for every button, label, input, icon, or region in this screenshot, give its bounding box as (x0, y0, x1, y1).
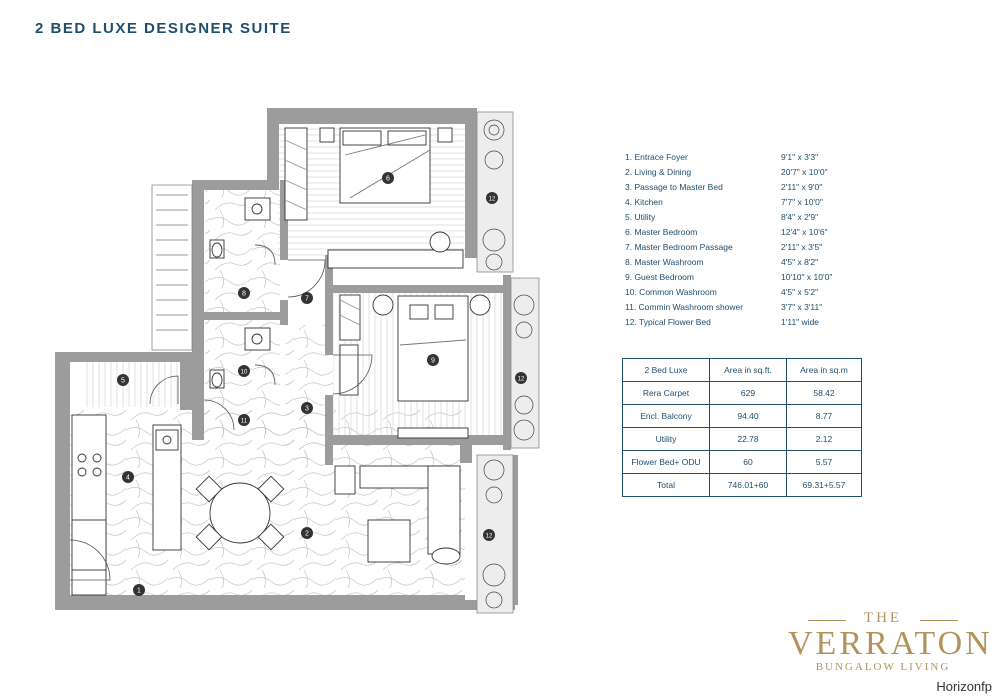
legend-room-name: 3. Passage to Master Bed (625, 182, 723, 192)
table-row (623, 474, 862, 497)
brand-rule-left (808, 620, 846, 621)
legend-room-dimension: 10'10" x 10'0" (781, 272, 833, 282)
room-marker-2 (301, 527, 313, 539)
legend-room-name: 9. Guest Bedroom (625, 272, 694, 282)
utility-shaft (152, 185, 192, 350)
table-cell: 60 (710, 451, 787, 474)
brand-tagline: BUNGALOW LIVING (815, 661, 951, 673)
table-cell: Total (623, 474, 710, 497)
legend-row (625, 255, 865, 270)
legend-row (625, 225, 865, 240)
room-marker-11 (238, 414, 250, 426)
brand-name: VERRATON (788, 625, 993, 662)
room-marker-label: 6 (386, 175, 390, 183)
table-cell: 2.12 (787, 428, 862, 451)
room-marker-label: 8 (242, 290, 246, 298)
legend-row (625, 165, 865, 180)
legend-row (625, 270, 865, 285)
legend-room-name: 4. Kitchen (625, 197, 663, 207)
legend-room-dimension: 9'1" x 3'3" (781, 152, 819, 162)
legend-room-dimension: 4'5" x 8'2" (781, 257, 819, 267)
table-cell: 69.31+5.57 (787, 474, 862, 497)
legend-room-name: 12. Typical Flower Bed (625, 317, 711, 327)
room-marker-label: 9 (431, 357, 435, 365)
table-cell: Encl. Balcony (623, 405, 710, 428)
table-row (623, 382, 862, 405)
legend-room-name: 11. Commin Washroom shower (625, 302, 744, 312)
legend-row (625, 240, 865, 255)
brand-logo (788, 610, 993, 673)
legend-room-name: 6. Master Bedroom (625, 227, 698, 237)
legend-room-dimension: 2'11" x 3'5" (781, 242, 823, 252)
brand-the: THE (863, 610, 903, 626)
area-table (622, 358, 862, 497)
header-cell: Area in sq.ft. (710, 359, 787, 382)
legend-row (625, 195, 865, 210)
room-marker-6 (382, 172, 394, 184)
legend-room-name: 7. Master Bedroom Passage (625, 242, 733, 252)
room-legend (625, 150, 865, 330)
room-marker-12 (483, 529, 495, 541)
legend-room-dimension: 4'5" x 5'2" (781, 287, 819, 297)
table-cell: Rera Carpet (623, 382, 710, 405)
header-cell: Area in sq.m (787, 359, 862, 382)
room-marker-7 (301, 292, 313, 304)
table-cell: 58.42 (787, 382, 862, 405)
room-marker-label: 7 (305, 295, 309, 303)
table-cell: 8.77 (787, 405, 862, 428)
room-marker-label: 11 (240, 418, 248, 425)
room-marker-8 (238, 287, 250, 299)
room-marker-label: 1 (137, 587, 141, 595)
room-marker-label: 4 (126, 474, 130, 482)
room-marker-5 (117, 374, 129, 386)
room-marker-label: 12 (485, 533, 493, 540)
legend-room-name: 5. Utility (625, 212, 656, 222)
table-cell: Flower Bed+ ODU (623, 451, 710, 474)
watermark: Horizonfp (936, 679, 992, 694)
table-cell: 629 (710, 382, 787, 405)
table-cell: 94.40 (710, 405, 787, 428)
area-table-header (623, 359, 862, 382)
room-marker-label: 3 (305, 405, 309, 413)
legend-room-dimension: 20'7" x 10'0" (781, 167, 828, 177)
table-row (623, 405, 862, 428)
table-row (623, 451, 862, 474)
table-cell: 746.01+60 (710, 474, 787, 497)
room-marker-label: 2 (305, 530, 309, 538)
room-marker-3 (301, 402, 313, 414)
legend-room-dimension: 7'7" x 10'0" (781, 197, 823, 207)
table-cell: 22.78 (710, 428, 787, 451)
room-marker-12 (515, 372, 527, 384)
room-marker-label: 12 (517, 376, 525, 383)
legend-room-name: 10. Common Washroom (625, 287, 717, 297)
legend-room-dimension: 2'11" x 9'0" (781, 182, 823, 192)
table-cell: 5.57 (787, 451, 862, 474)
legend-row (625, 315, 865, 330)
legend-row (625, 150, 865, 165)
room-marker-1 (133, 584, 145, 596)
room-marker-9 (427, 354, 439, 366)
legend-room-name: 2. Living & Dining (625, 167, 692, 177)
room-marker-label: 5 (121, 377, 125, 385)
legend-room-dimension: 12'4" x 10'6" (781, 227, 828, 237)
legend-room-name: 1. Entrace Foyer (625, 152, 688, 162)
legend-row (625, 285, 865, 300)
header-cell: 2 Bed Luxe (623, 359, 710, 382)
legend-row (625, 300, 865, 315)
room-marker-label: 12 (488, 196, 496, 203)
room-marker-10 (238, 365, 250, 377)
room-marker-12 (486, 192, 498, 204)
legend-room-dimension: 8'4" x 2'9" (781, 212, 819, 222)
room-marker-label: 10 (240, 369, 248, 376)
legend-room-name: 8. Master Washroom (625, 257, 704, 267)
table-row (623, 428, 862, 451)
legend-room-dimension: 3'7" x 3'11" (781, 302, 823, 312)
page-title: 2 BED LUXE DESIGNER SUITE (35, 20, 292, 37)
brand-rule-right (920, 620, 958, 621)
legend-row (625, 210, 865, 225)
legend-row (625, 180, 865, 195)
legend-room-dimension: 1'11" wide (781, 317, 820, 327)
room-marker-4 (122, 471, 134, 483)
table-cell: Utility (623, 428, 710, 451)
